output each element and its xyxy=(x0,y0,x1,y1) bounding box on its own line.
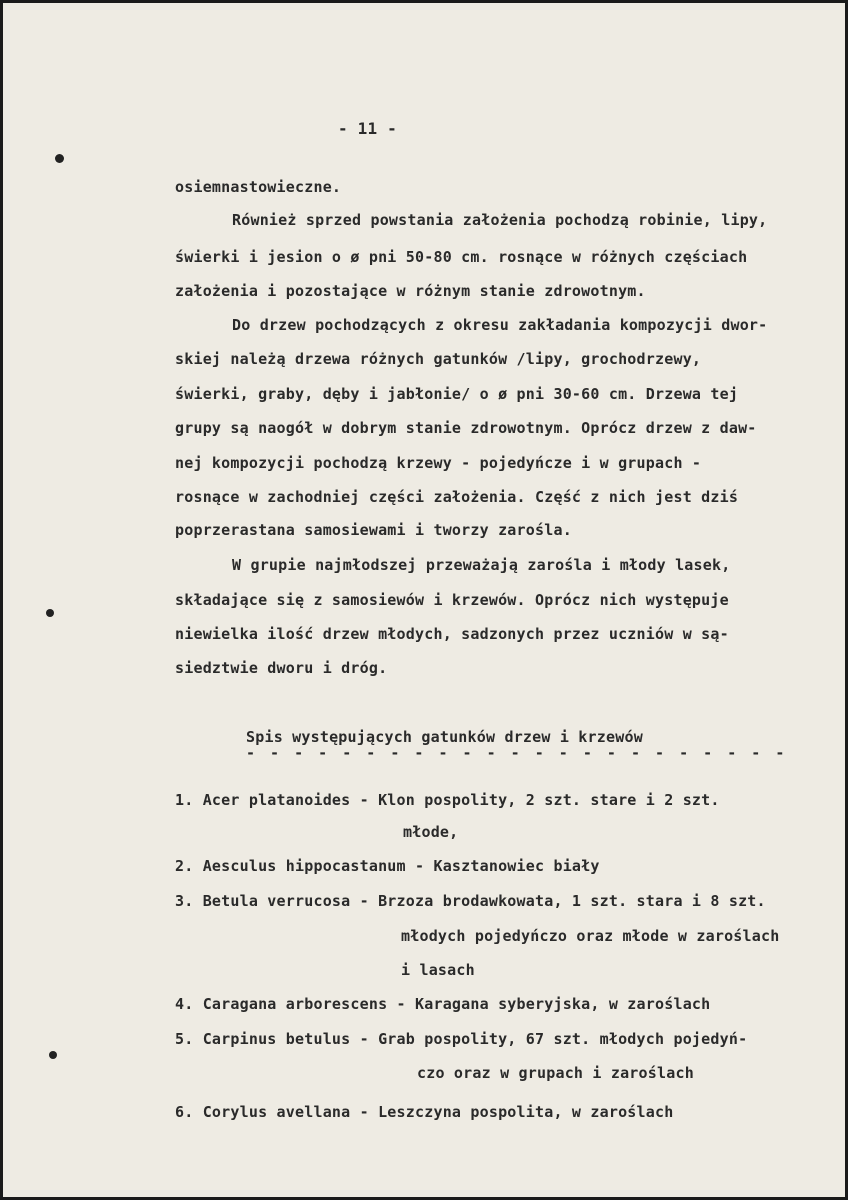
page-number: - 11 - xyxy=(338,119,397,138)
list-item: 6. Corylus avellana - Leszczyna pospolita, w zaroślach xyxy=(175,1103,674,1121)
text-line: założenia i pozostające w różnym stanie zdrowotnym. xyxy=(175,282,646,300)
list-item-continuation: młode, xyxy=(403,823,459,841)
text-line: Również sprzed powstania założenia pochodzą robinie, lipy, xyxy=(232,211,768,229)
text-line: rosnące w zachodniej części założenia. Część z nich jest dziś xyxy=(175,488,739,506)
punch-hole-mark xyxy=(55,154,64,163)
text-line: świerki i jesion o ø pni 50-80 cm. rosnące w różnych częściach xyxy=(175,248,748,266)
text-line: niewielka ilość drzew młodych, sadzonych przez uczniów w są- xyxy=(175,625,729,643)
text-line: W grupie najmłodszej przeważają zarośla i młody lasek, xyxy=(232,556,731,574)
section-heading: Spis występujących gatunków drzew i krzewów xyxy=(246,728,643,746)
text-line: osiemnastowieczne. xyxy=(175,178,342,196)
list-item-continuation: i lasach xyxy=(401,961,475,979)
list-item: 4. Caragana arborescens - Karagana syberyjska, w zaroślach xyxy=(175,995,711,1013)
text-line: siedztwie dworu i dróg. xyxy=(175,659,388,677)
list-item: 2. Aesculus hippocastanum - Kasztanowiec biały xyxy=(175,857,600,875)
text-line: Do drzew pochodzących z okresu zakładania kompozycji dwor- xyxy=(232,316,768,334)
punch-hole-mark xyxy=(46,609,54,617)
text-line: składające się z samosiewów i krzewów. Oprócz nich występuje xyxy=(175,591,729,609)
list-item: 3. Betula verrucosa - Brzoza brodawkowata, 1 szt. stara i 8 szt. xyxy=(175,892,766,910)
punch-hole-mark xyxy=(49,1051,57,1059)
text-line: nej kompozycji pochodzą krzewy - pojedyńcze i w grupach - xyxy=(175,454,702,472)
list-item: 1. Acer platanoides - Klon pospolity, 2 szt. stare i 2 szt. xyxy=(175,791,720,809)
list-item-continuation: czo oraz w grupach i zaroślach xyxy=(417,1064,694,1082)
text-line: grupy są naogół w dobrym stanie zdrowotnym. Oprócz drzew z daw- xyxy=(175,419,757,437)
text-line: świerki, graby, dęby i jabłonie/ o ø pni 30-60 cm. Drzewa tej xyxy=(175,385,739,403)
text-line: poprzerastana samosiewami i tworzy zarośla. xyxy=(175,521,572,539)
list-item-continuation: młodych pojedyńczo oraz młode w zaroślach xyxy=(401,927,780,945)
list-item: 5. Carpinus betulus - Grab pospolity, 67 szt. młodych pojedyń- xyxy=(175,1030,748,1048)
heading-underline: - - - - - - - - - - - - - - - - - - - - - - - xyxy=(246,744,788,762)
text-line: skiej należą drzewa różnych gatunków /lipy, grochodrzewy, xyxy=(175,350,702,368)
